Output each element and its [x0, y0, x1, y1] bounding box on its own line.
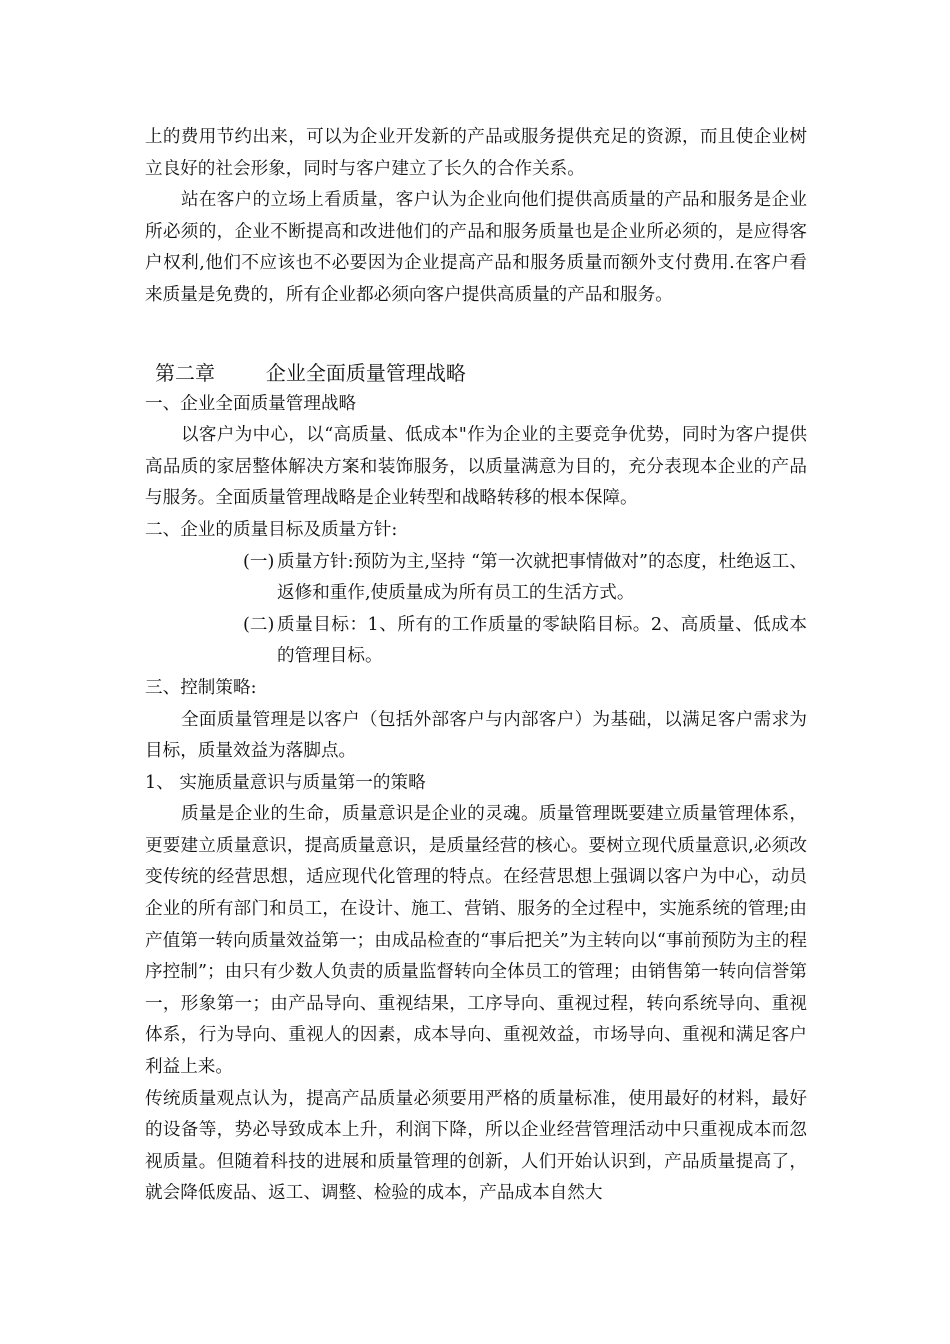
paragraph-quality-awareness: 质量是企业的生命，质量意识是企业的灵魂。质量管理既要建立质量管理体系，更要建立质量意识，提高质量意识，是质量经营的核心。要树立现代质量意识,必须改变传统的经营思想，适应现代化管理的特点。在经营思想上强调以客户为中心，动员企业的所有部门和员工，在设计、施工、营销、服务的全过程中，实施系统的管理;由产值第一转向质量效益第一；由成品检查的“事后把关”为主转向以“事前预防为主的程序控制”；由只有少数人负责的质量监督转向全体员工的管理；由销售第一转向信誉第一，形象第一；由产品导向、重视结果，工序导向、重视过程，转向系统导向、重视体系，行为导向、重视人的因素，成本导向、重视效益，市场导向、重视和满足客户利益上来。: [145, 804, 807, 1078]
list-number: (一): [243, 551, 275, 572]
paragraph-control: 全面质量管理是以客户（包括外部客户与内部客户）为基础，以满足客户需求为目标，质量效益为落脚点。: [145, 709, 807, 762]
paragraph-continuation: 上的费用节约出来，可以为企业开发新的产品或服务提供充足的资源，而且使企业树立良好的社会形象，同时与客户建立了长久的合作关系。: [145, 127, 807, 179]
paragraph-strategy: 以客户为中心，以“高质量、低成本"作为企业的主要竞争优势，同时为客户提供高品质的家居整体解决方案和装饰服务，以质量满意为目的，充分表现本企业的产品与服务。全面质量管理战略是企业转型和战略转移的根本保障。: [145, 425, 807, 509]
list-item-policy: [243, 547, 807, 610]
paragraph-traditional-view: 传统质量观点认为，提高产品质量必须要用严格的质量标准，使用最好的材料，最好的设备等，势必导致成本上升，利润下降，所以企业经营管理活动中只重视成本而忽视质量。但随着科技的进展和质量管理的创新，人们开始认识到，产品质量提高了，就会降低废品、返工、调整、检验的成本，产品成本自然大: [145, 1088, 807, 1204]
list-item-text: 质量方针:预防为主,坚持 “第一次就把事情做对”的态度，杜绝返工、返修和重作,使质量成为所有员工的生活方式。: [277, 551, 807, 604]
subheading-quality-first: 1、 实施质量意识与质量第一的策略: [145, 772, 426, 793]
document-body: [145, 122, 807, 1210]
section-heading-goals: 二、企业的质量目标及质量方针:: [145, 519, 398, 540]
list-item-goal: [243, 610, 807, 673]
list-number: (二): [243, 614, 275, 635]
section-gap: [145, 312, 807, 357]
section-heading-control: 三、控制策略:: [145, 677, 257, 698]
chapter-title: 第二章 企业全面质量管理战略: [155, 360, 466, 385]
list-item-text: 质量目标：1、所有的工作质量的零缺陷目标。2、高质量、低成本的管理目标。: [277, 614, 807, 667]
section-heading-strategy: 一、企业全面质量管理战略: [145, 393, 357, 414]
paragraph-customer-view: 站在客户的立场上看质量，客户认为企业向他们提供高质量的产品和服务是企业所必须的，企业不断提高和改进他们的产品和服务质量也是企业所必须的，是应得客户权利,他们不应该也不必要因为企业提高产品和服务质量而额外支付费用.在客户看来质量是免费的，所有企业都必须向客户提供高质量的产品和服务。: [145, 190, 807, 305]
